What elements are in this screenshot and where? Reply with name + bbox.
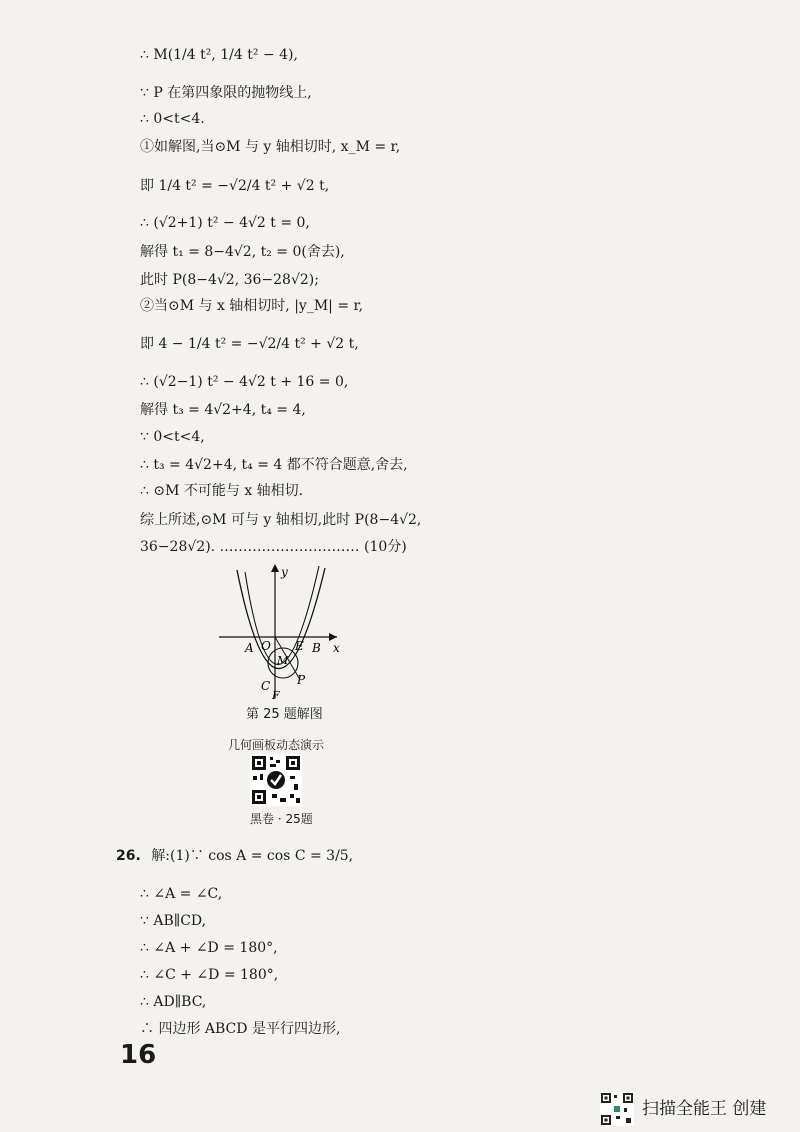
text-line: ∴ ⊙M 不可能与 x 轴相切.	[140, 483, 304, 499]
text-line: ∴ 四边形 ABCD 是平行四边形,	[140, 1021, 341, 1037]
text-line: 解得 t₃ = 4√2+4, t₄ = 4,	[140, 402, 306, 418]
text-line: 即 4 − 1/4 t² = −√2/4 t² + √2 t,	[140, 336, 359, 352]
question-number: 26.	[116, 848, 141, 864]
qr-code-icon[interactable]	[250, 754, 302, 806]
axis-label-y: y	[281, 565, 288, 579]
scanner-watermark-text: 扫描全能王 创建	[642, 1099, 767, 1119]
text-line: ∴ (√2+1) t² − 4√2 t = 0,	[140, 215, 310, 231]
text-line: 即 1/4 t² = −√2/4 t² + √2 t,	[140, 178, 330, 194]
figure-caption: 第 25 题解图	[246, 707, 323, 722]
point-label-c: C	[261, 679, 271, 693]
axis-label-x: x	[333, 641, 340, 655]
point-label-b: B	[312, 641, 321, 655]
text-line: ①如解图,当⊙M 与 y 轴相切时, x_M = r,	[140, 139, 401, 155]
point-label-e: E	[295, 639, 304, 653]
text-line: ∴ ∠C + ∠D = 180°,	[140, 967, 279, 983]
text-line: 综上所述,⊙M 可与 y 轴相切,此时 P(8−4√2,	[140, 512, 422, 528]
point-label-p: P	[297, 673, 306, 687]
text-line: ∴ (√2−1) t² − 4√2 t + 16 = 0,	[140, 374, 349, 390]
text-line: ∵ 0<t<4,	[140, 429, 205, 445]
point-label-f: F	[272, 689, 280, 700]
q26-first-line	[116, 846, 353, 866]
text-line: 36−28√2). ………………………… (10分)	[140, 539, 407, 555]
point-label-o: O	[261, 639, 271, 653]
text-line: ②当⊙M 与 x 轴相切时, |y_M| = r,	[140, 298, 364, 314]
text-line: ∴ M(1/4 t², 1/4 t² − 4),	[140, 47, 298, 63]
text-line: ∴ 0<t<4.	[140, 111, 205, 127]
text-line: ∴ t₃ = 4√2+4, t₄ = 4 都不符合题意,舍去,	[140, 457, 408, 473]
qr-title: 几何画板动态演示	[228, 738, 325, 752]
text-line: ∵ P 在第四象限的抛物线上,	[140, 85, 312, 101]
text-line: 此时 P(8−4√2, 36−28√2);	[140, 272, 319, 288]
text-line: ∴ ∠A = ∠C,	[140, 886, 223, 902]
text-line: ∵ AB∥CD,	[140, 913, 207, 929]
text-line: ∴ AD∥BC,	[140, 994, 207, 1010]
scanner-watermark	[600, 1090, 790, 1126]
page-number: 16	[120, 1040, 157, 1070]
point-label-m: M	[277, 654, 289, 667]
point-label-a: A	[245, 641, 254, 655]
text-line: 解得 t₁ = 8−4√2, t₂ = 0(舍去),	[140, 244, 345, 260]
scanner-qr-icon	[600, 1092, 634, 1126]
text-line: 解:(1)∵ cos A = cos C = 3/5,	[151, 848, 354, 864]
text-line: ∴ ∠A + ∠D = 180°,	[140, 940, 278, 956]
qr-caption: 黑卷 · 25题	[250, 812, 313, 826]
parabola-figure	[215, 560, 345, 700]
